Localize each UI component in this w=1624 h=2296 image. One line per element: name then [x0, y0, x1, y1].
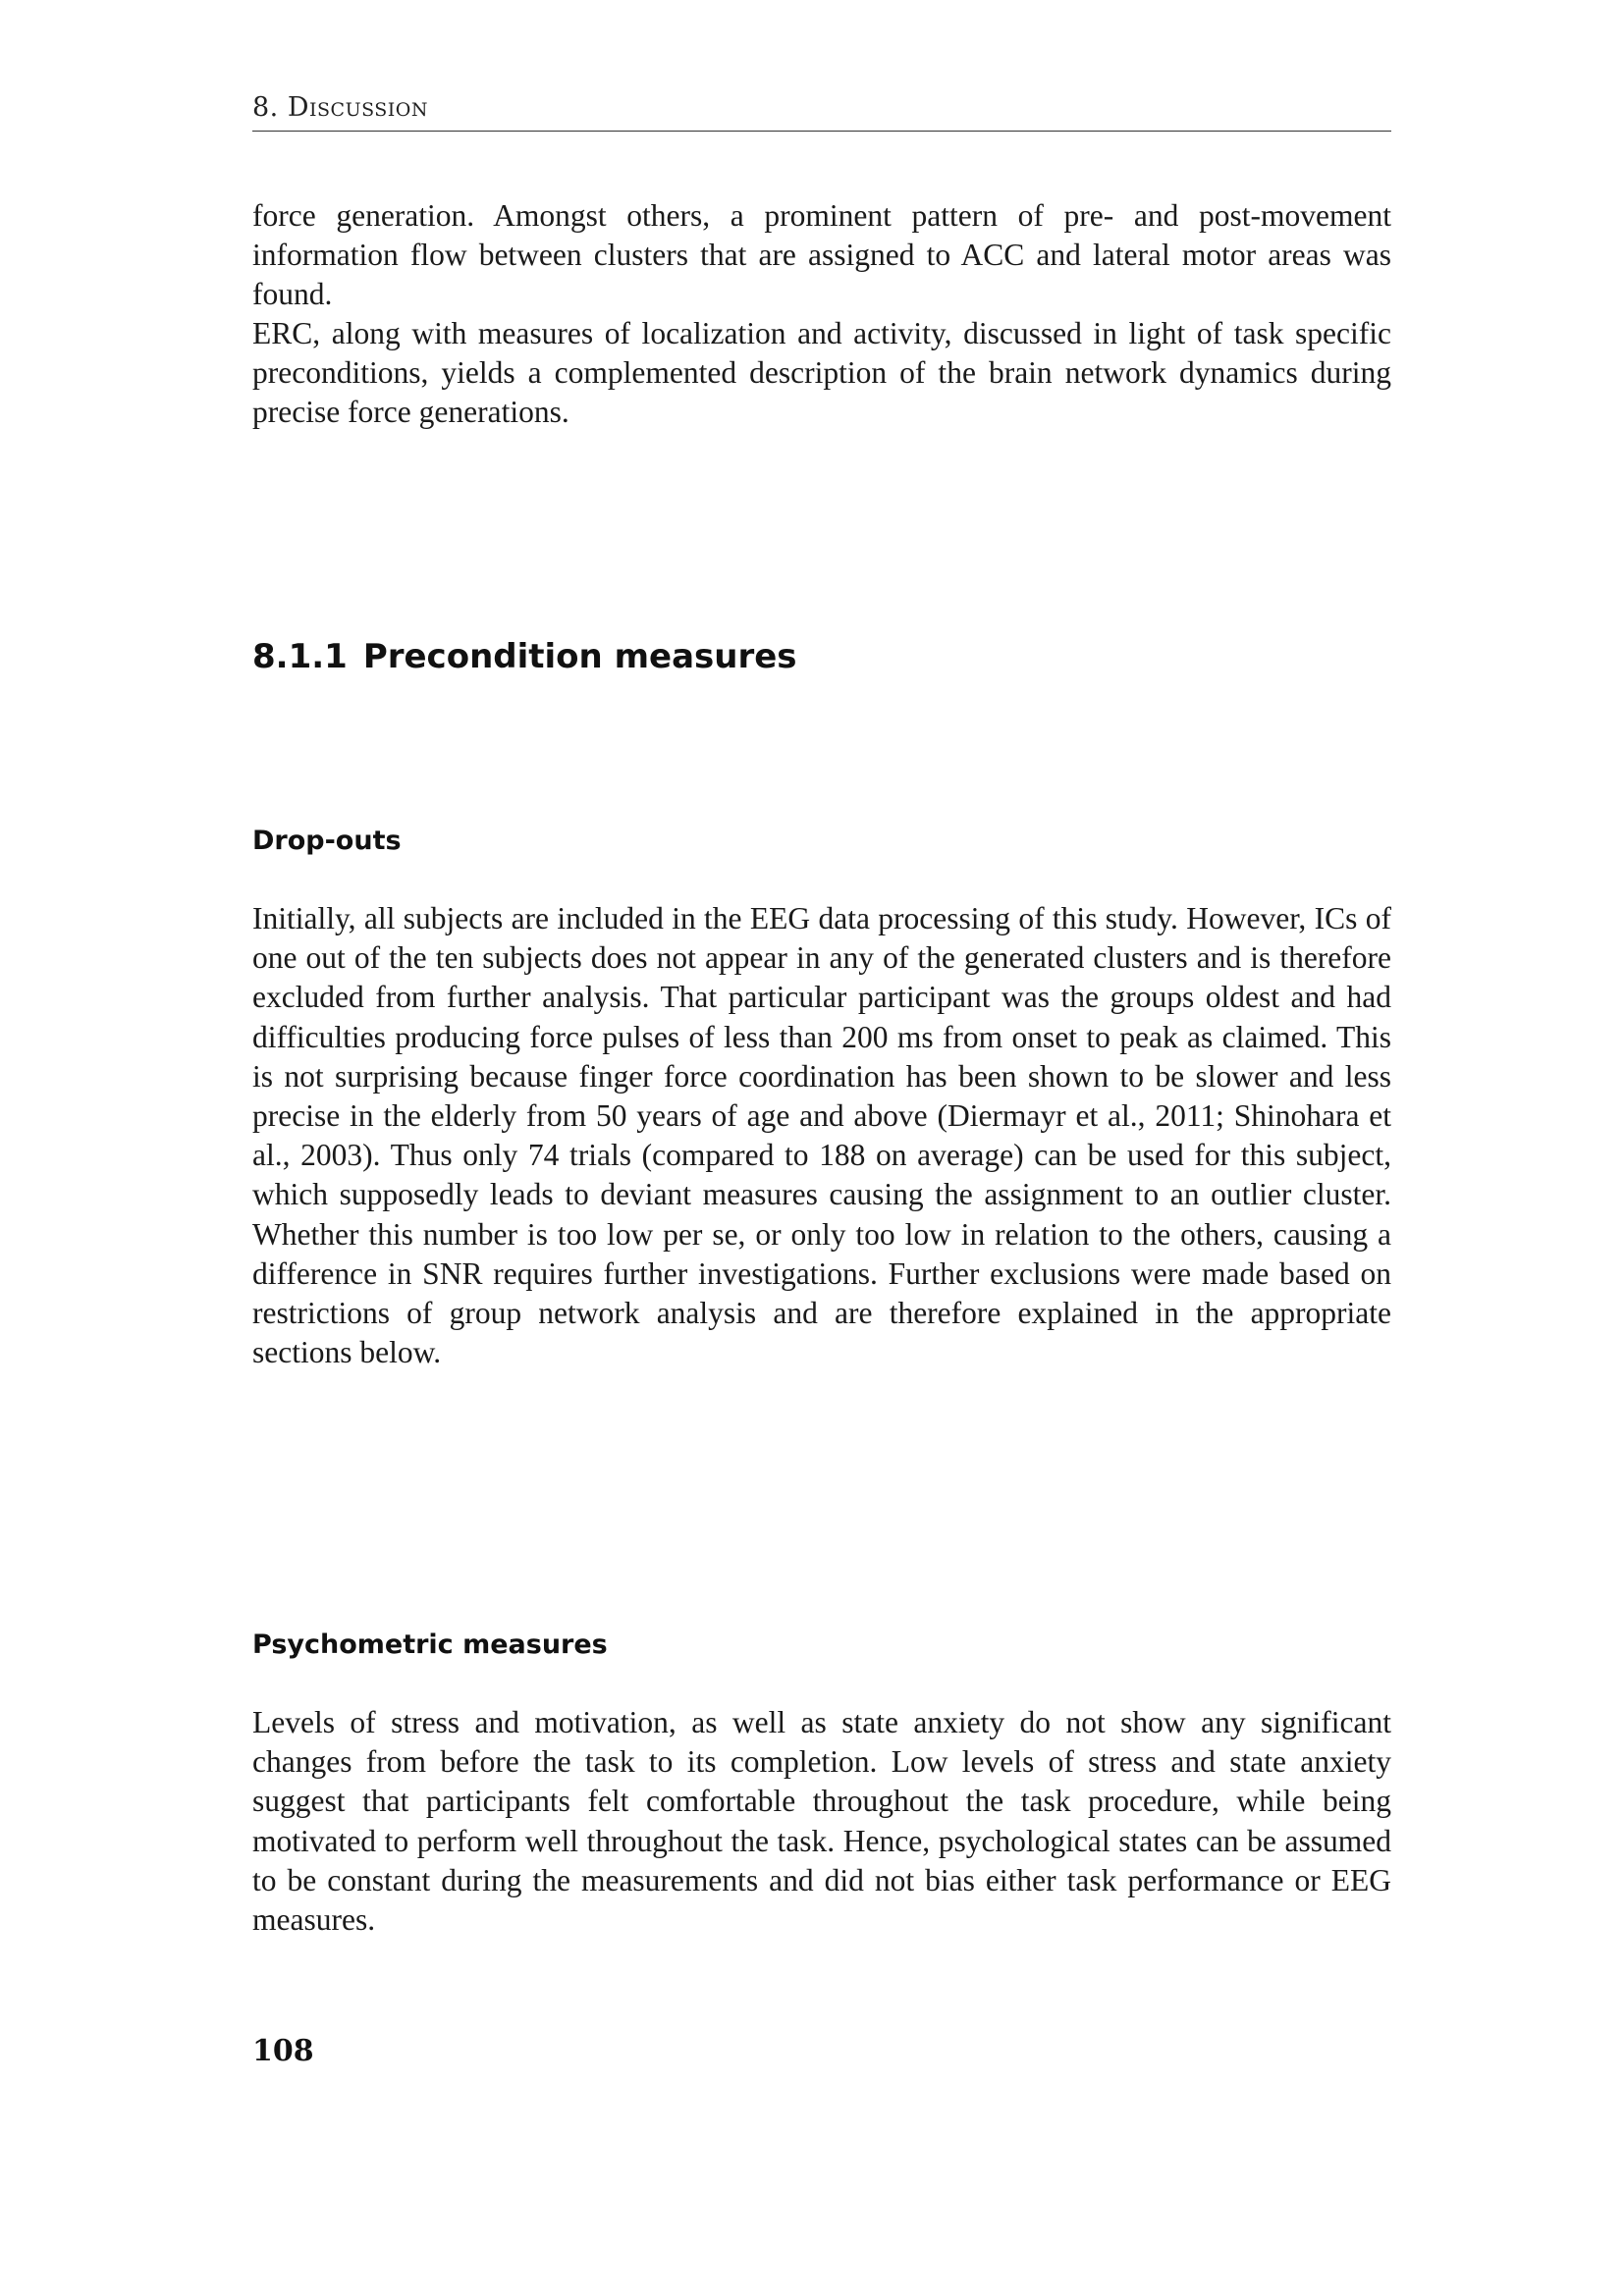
- running-header: [252, 94, 1391, 121]
- psychometric-heading: Psychometric measures: [252, 1629, 608, 1660]
- section-title: Precondition measures: [362, 637, 797, 676]
- intro-paragraph-1: force generation. Amongst others, a prominent pattern of pre- and post-movement information flow between clusters that are assigned to ACC and lateral motor areas was found.: [252, 198, 1391, 312]
- header-rule: [252, 131, 1391, 132]
- section-number: 8.1.1: [252, 637, 348, 676]
- dropouts-heading: Drop-outs: [252, 826, 402, 856]
- intro-paragraph-2: ERC, along with measures of localization and activity, discussed in light of task specific preconditions, yields a complemented description of the brain network dynamics during precise force generations.: [252, 316, 1391, 430]
- dropouts-paragraph: Initially, all subjects are included in the EEG data processing of this study. However, ICs of one out of the ten subjects does not appear in any of the generated clusters and is therefore excluded from further analysis. That particular participant was the groups oldest and had difficulties producing force pulses of less than 200 ms from onset to peak as claimed. This is not surprising because finger force coordination has been shown to be slower and less precise in the elderly from 50 years of age and above (Diermayr et al., 2011; Shinohara et al., 2003). Thus only 74 trials (compared to 188 on average) can be used for this subject, which supposedly leads to deviant measures causing the assignment to an outlier cluster. Whether this number is too low per se, or only too low in relation to the others, causing a difference in SNR requires further investigations. Further exclusions were made based on restrictions of group network analysis and are therefore explained in the appropriate sections below.: [252, 901, 1391, 1370]
- chapter-title: Discussion: [287, 92, 428, 123]
- chapter-number: 8.: [252, 92, 279, 123]
- page-number: 108: [252, 2034, 314, 2068]
- section-heading: [252, 637, 797, 676]
- psychometric-paragraph: Levels of stress and motivation, as well as state anxiety do not show any significant changes from before the task to its completion. Low levels of stress and state anxiety suggest that participants felt comfortable throughout the task procedure, while being motivated to perform well throughout the task. Hence, psychological states can be assumed to be constant during the measurements and did not bias either task performance or EEG measures.: [252, 1705, 1391, 1938]
